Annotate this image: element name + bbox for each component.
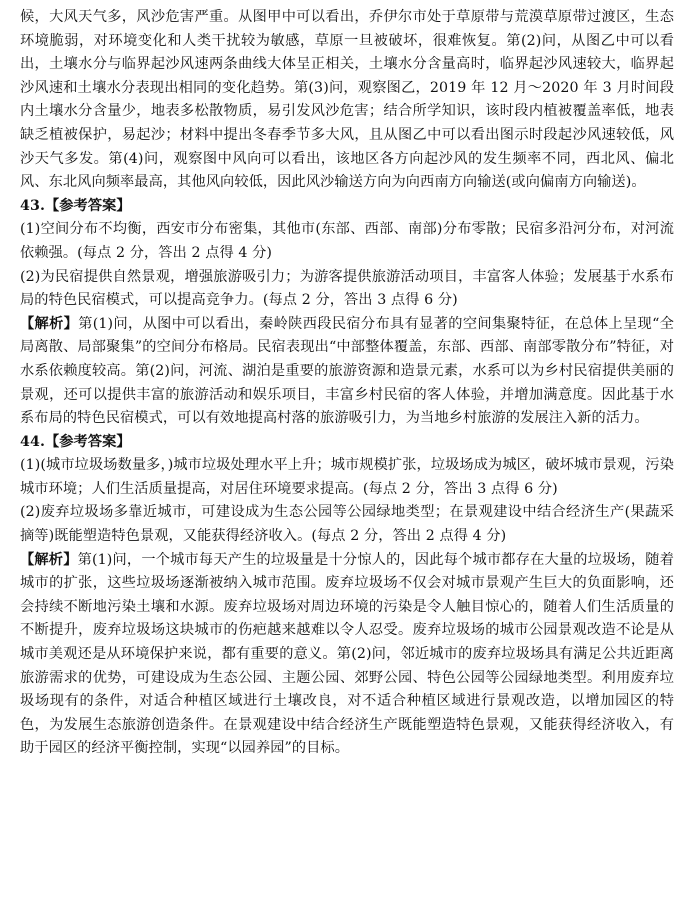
q43-section (20, 195, 674, 431)
q43-explanation (20, 313, 674, 431)
q42-explanation-tail: 候，大风天气多，风沙危害严重。从图甲中可以看出，乔伊尔市处于草原带与荒漠草原带过渡区，生态环境脆弱，对环境变化和人类干扰较为敏感，草原一旦被破坏，很难恢复。第(2)问，从图乙中可以看出，土壤水分与临界起沙风速两条曲线大体呈正相关，土壤水分含量高时，临界起沙风速较大，临界起沙风速和土壤水分表现出相同的变化趋势。第(3)问，观察图乙，2019 年 12 月～2020 年 3 月时间段内土壤水分含量少，地表多松散物质，易引发风沙危害；结合所学知识，该时段内植被覆盖率低，地表缺乏植被保护，易起沙；材料中提出冬春季节多大风，且从图乙中可以看出图示时段起沙风速较低，风沙天气多发。第(4)问，观察图中风向可以看出，该地区各方向起沙风的发生频率不同，西北风、偏北风、东北风向频率最高，其他风向较低，因此风沙输送方向为向西南方向输送(或向偏南方向输送)。 (20, 9, 674, 191)
q43-explanation-text: 第(1)问，从图中可以看出，秦岭陕西段民宿分布具有显著的空间集聚特征，在总体上呈现“全局离散、局部聚集”的空间分布格局。民宿表现出“中部整体覆盖，东部、西部、南部零散分布”特征，对水系依赖度较高。第(2)问，河流、湖泊是重要的旅游资源和造景元素，水系可以为乡村民宿提供美丽的景观，还可以提供丰富的旅游活动和娱乐项目，丰富乡村民宿的客人体验，并增加满意度。因此基于水系布局的特色民宿模式，可以有效地提高村落的旅游吸引力，为当地乡村旅游的发展注入新的活力。 (20, 315, 674, 427)
q43-explanation-label: 【解析】 (20, 315, 79, 332)
q44-explanation-text: 第(1)问，一个城市每天产生的垃圾量是十分惊人的，因此每个城市都存在大量的垃圾场，随着城市的扩张，这些垃圾场逐渐被纳入城市范围。废弃垃圾场不仅会对城市景观产生巨大的负面影响，还会持续不断地污染土壤和水源。废弃垃圾场对周边环境的污染是令人触目惊心的，随着人们生活质量的不断提升，废弃垃圾场这块城市的伤疤越来越难以令人忍受。废弃垃圾场的城市公园景观改造不论是从城市美观还是从环境保护来说，都有重要的意义。第(2)问，邻近城市的废弃垃圾场具有满足公共近距离旅游需求的优势，可建设成为生态公园、主题公园、郊野公园、特色公园等公园绿地类型。利用废弃垃圾场现有的条件，对适合种植区域进行土壤改良，对不适合种植区域进行景观改造，以增加园区的特色，为发展生态旅游创造条件。在景观建设中结合经济生产既能塑造特色景观，又能获得经济收入，有助于园区的经济平衡控制，实现“以园养园”的目标。 (20, 551, 674, 757)
q43-answer-2: (2)为民宿提供自然景观，增强旅游吸引力；为游客提供旅游活动项目，丰富客人体验；发展基于水系布局的特色民宿模式，可以提高竞争力。(每点 2 分，答出 3 点得 6 分) (20, 268, 674, 309)
q44-heading: 44.【参考答案】 (20, 433, 131, 450)
q44-answer-2: (2)废弃垃圾场多靠近城市，可建设成为生态公园等公园绿地类型；在景观建设中结合经济生产(果蔬采摘等)既能塑造特色景观，又能获得经济收入。(每点 2 分，答出 2 点得 4 分) (20, 504, 674, 545)
q44-explanation-label: 【解析】 (20, 551, 78, 568)
q44-section (20, 431, 674, 761)
q43-heading: 43.【参考答案】 (20, 197, 131, 214)
q44-explanation (20, 549, 674, 761)
q43-answer-1: (1)空间分布不均衡，西安市分布密集，其他市(东部、西部、南部)分布零散；民宿多沿河分布，对河流依赖强。(每点 2 分，答出 2 点得 4 分) (20, 221, 674, 261)
q44-answer-1: (1)(城市垃圾场数量多，)城市垃圾处理水平上升；城市规模扩张，垃圾场成为城区，破坏城市景观，污染城市环境；人们生活质量提高，对居住环境要求提高。(每点 2 分，答出 3 点得 6 分) (20, 457, 674, 497)
